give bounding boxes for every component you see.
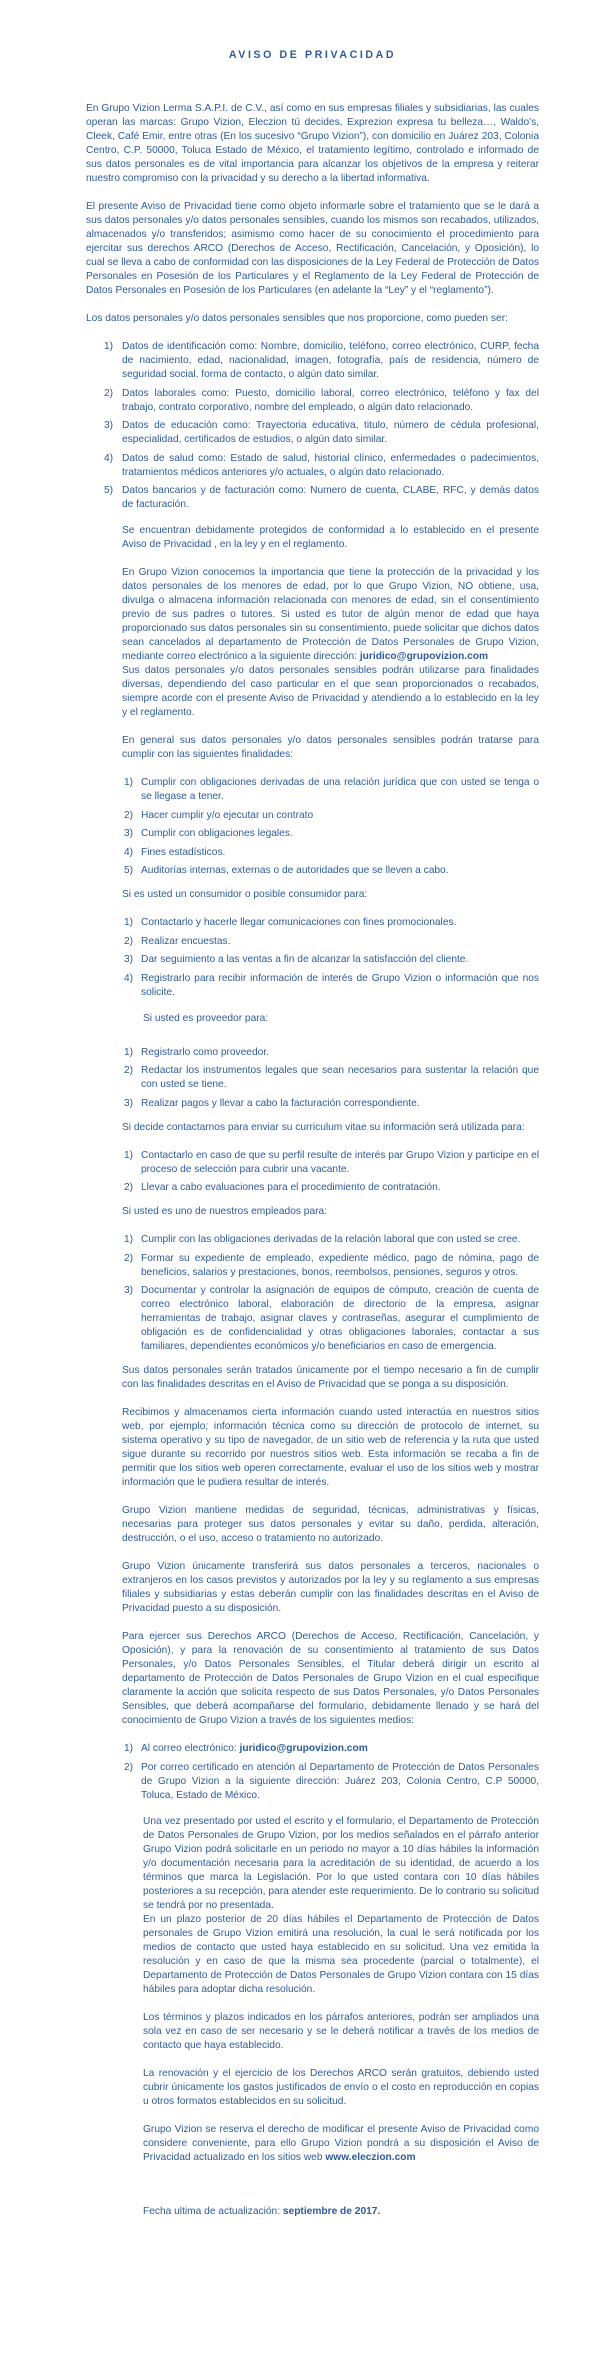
list-item-number: 5) xyxy=(104,485,114,496)
para-security-measures: Grupo Vizion mantiene medidas de seguridad, técnicas, administrativas y físicas, necesarias para proteger sus datos personales y evitar su daño, perdida, alteración, destrucción, o el uso, acceso o tratamiento no autorizado. xyxy=(122,1505,539,1544)
para-protected: Se encuentran debidamente protegidos de conformidad a lo establecido en el presente Aviso de Privacidad , en la ley y en el reglamento. xyxy=(122,525,539,550)
list-item xyxy=(124,935,539,949)
list-item-text: Realizar encuestas. xyxy=(141,935,231,947)
list-item xyxy=(124,1233,539,1247)
list-item-number: 1) xyxy=(104,341,114,352)
list-item-number: 4) xyxy=(124,846,134,858)
purposes-list xyxy=(124,776,539,878)
list-item-number: 1) xyxy=(124,917,134,928)
list-item xyxy=(124,827,539,841)
list-item-number: 1) xyxy=(124,1743,134,1754)
heading-employees: Si usted es uno de nuestros empleados para: xyxy=(122,1206,328,1217)
list-item-text: Redactar los instrumentos legales que sean necesarios para sustentar la relación que con usted se tiene. xyxy=(141,1065,539,1090)
list-item-number: 3) xyxy=(124,1097,134,1109)
para-diverse-purposes: Sus datos personales y/o datos personales sensibles podrán utilizarse para finalidades diversas, dependiendo del caso particular en el que sean proporcionados o recabados, siempre acorde con el presente Aviso de Privacidad y atendiendo a lo establecido en la ley y el reglamento. xyxy=(122,665,539,718)
para-notice-modification: Grupo Vizion se reserva el derecho de modificar el presente Aviso de Privacidad como considere conveniente, para ello Grupo Vizion pondrá a su disposición el Aviso de Privacidad actualizado en los sitios web www.eleczion.com xyxy=(143,2123,539,2163)
list-item xyxy=(124,809,539,823)
list-item-text: Datos de salud como: Estado de salud, historial clínico, enfermedades o padecimientos, tratamientos médicos anteriores y/o actuales, o algún dato relacionado. xyxy=(122,452,539,478)
list-item-text: Dar seguimiento a las ventas a fin de alcanzar la satisfacción del cliente. xyxy=(141,954,469,965)
list-item-number: 1) xyxy=(124,1149,134,1161)
list-item-number: 2) xyxy=(124,1182,134,1193)
heading-curriculum: Si decide contactarnos para enviar su curriculum vitae su información será utilizada para: xyxy=(122,1121,525,1133)
list-item xyxy=(124,1284,539,1354)
list-item xyxy=(124,1046,539,1060)
list-item xyxy=(124,776,539,804)
list-item xyxy=(124,972,539,1000)
list-item-text: Fines estadísticos. xyxy=(141,846,226,858)
list-item xyxy=(124,1181,539,1195)
list-item-text: Cumplir con obligaciones legales. xyxy=(141,828,293,839)
list-item-text: Cumplir con obligaciones derivadas de una relación jurídica que con usted se tenga o se llegase a tener. xyxy=(141,777,539,802)
list-item-text: Datos bancarios y de facturación como: Numero de cuenta, CLABE, RFC, y demás datos de facturación. xyxy=(122,485,539,510)
list-item-number: 4) xyxy=(104,452,114,464)
list-item-text: Datos de educación como: Trayectoria educativa, titulo, número de cédula profesional, especialidad, certificados de estudios, o algún dato similar. xyxy=(122,420,539,445)
list-item xyxy=(124,846,539,860)
list-item xyxy=(124,916,539,930)
para-procedure-2: En un plazo posterior de 20 días hábiles el Departamento de Protección de Datos personales de Grupo Vizion emitirá una resolución, la cual le será notificada por los medios de contacto que usted haya establecido en su solicitud. Una vez emitida la resolución y en caso de que la misma sea procedente (parcial o totalmente), el Departamento de Protección de Datos Personales de Grupo Vizion contara con 15 días hábiles para adoptar dicha resolución. xyxy=(143,1913,539,1995)
list-item-text: Contactarlo y hacerle llegar comunicaciones con fines promocionales. xyxy=(141,917,457,928)
list-item xyxy=(104,387,539,415)
data-types-list xyxy=(104,340,539,512)
list-item xyxy=(124,1149,539,1177)
para-website-data: Recibimos y almacenamos cierta información cuando usted interactúa en nuestros sitios web, por ejemplo; información técnica como su dirección de protocolo de internet, su sistema operativo y su tipo de navegador, de un sitio web de referencia y la ruta que usted sigue durante su recorrido por nuestros sitios web. Esta información se recaba a fin de permitir que los sitios web operen correctamente, evaluar el uso de los sitios web y mostrar información que le pudiera resultar de interés. xyxy=(122,1407,539,1488)
list-item-text: Registrarlo como proveedor. xyxy=(141,1046,269,1058)
list-item-text: Registrarlo para recibir información de interés de Grupo Vizion o información que nos solicite. xyxy=(141,972,539,998)
list-item-number: 2) xyxy=(104,387,114,399)
para-notice-purpose: El presente Aviso de Privacidad tiene como objeto informarle sobre el tratamiento que se le dará a sus datos personales y/o datos personales sensibles, cuando los mismos son recabados, utilizados, almacenados y/o transferidos; asimismo como hacer de su conocimiento el procedimiento para ejercitar sus derechos ARCO (Derechos de Acceso, Rectificación, Cancelación, y Oposición), lo cual se lleva a cabo de conformidad con las disposiciones de la Ley Federal de Protección de Datos Personales en Posesión de los Particulares y el Reglamento de la Ley Federal de Protección de Datos Personales en Posesión de los Particulares (en adelante la “Ley” y el “reglamento”). xyxy=(86,201,539,296)
list-item xyxy=(124,864,539,878)
list-item-number: 2) xyxy=(124,809,134,821)
list-item-number: 1) xyxy=(124,1234,134,1245)
para-company-intro: En Grupo Vizion Lerma S.A.P.I. de C.V., así como en sus empresas filiales y subsidiarias, las cuales operan las marcas: Grupo Vizion, Eleczion tú decides, Exprezion expresa tu belleza…, Waldo's, Cleek, Café Emir, entre otras (En los sucesivo “Grupo Vizion”), con domicilio en Juárez 203, Colonia Centro, C.P. 50000, Toluca Estado de México, el tratamiento legítimo, controlado e informado de sus datos personales es de vital importancia para alcanzar los objetivos de la empresa y reiterar nuestro compromiso con la privacidad y su derecho a la libertad informativa. xyxy=(86,103,539,184)
para-free-of-charge: La renovación y el ejercicio de los Derechos ARCO serán gratuitos, debiendo usted cubrir únicamente los gastos justificados de envío o el costo en reproducción en copias u otros formatos establecidos en su solicitud. xyxy=(143,2067,539,2107)
list-item-number: 5) xyxy=(124,865,134,876)
list-item-text: Datos laborales como: Puesto, domicilio laboral, correo electrónico, teléfono y fax del trabajo, contrato corporativo, nombre del empleado, o algún dato relacionado. xyxy=(122,387,539,413)
list-item xyxy=(124,1761,539,1803)
list-item xyxy=(104,419,539,447)
list-item-text: Formar su expediente de empleado, expediente médico, pago de nómina, pago de beneficios, salarios y prestaciones, bonos, reembolsos, pensiones, seguros y otros. xyxy=(141,1252,539,1278)
para-minors: En Grupo Vizion conocemos la importancia que tiene la protección de la privacidad y los datos personales de los menores de edad, por lo que Grupo Vizion, NO obtiene, usa, divulga o almacena información relacionada con menores de edad, sin el consentimiento previo de sus padres o tutores. Si usted es tutor de algún menor de edad que haya proporcionado sus datos personales sin su consentimiento, puede solicitar que dichos datos sean cancelados al departamento de Protección de Datos Personales de Grupo Vizion, mediante correo electrónico a la siguiente dirección: juridico@grupovizion.com xyxy=(122,567,539,662)
heading-consumer: Si es usted un consumidor o posible consumidor para: xyxy=(122,889,368,900)
list-item-number: 4) xyxy=(124,972,134,984)
list-item-number: 3) xyxy=(124,954,134,965)
para-arco-intro: Para ejercer sus Derechos ARCO (Derechos de Acceso, Rectificación, Cancelación, y Oposición), y para la renovación de su consentimiento al tratamiento de sus Datos Personales, y/o Datos Personales Sensibles, el Titular deberá dirigir un escrito al departamento de Protección de Datos Personales de Grupo Vizion en el cual especifique claramente la acción que solicita respecto de sus Datos Personales, y/o Datos Personales Sensibles, que deberá acompañarse del formulario, debidamente llenado y se hará del conocimiento de Grupo Vizion a través de los siguientes medios: xyxy=(122,1631,539,1726)
list-item xyxy=(124,1064,539,1092)
para-data-transfer: Grupo Vizion únicamente transferirá sus datos personales a terceros, nacionales o extranjeros en los casos previstos y autorizados por la ley y su reglamento a sus empresas filiales y subsidiarias y estas deberán cumplir con las finalidades descritas en el Aviso de Privacidad puesto a su disposición. xyxy=(122,1561,539,1614)
consumer-list xyxy=(124,916,539,1000)
para-procedure-1: Una vez presentado por usted el escrito y el formulario, el Departamento de Protección de Datos Personales de Grupo Vizion, por los medios señalados en el párrafo anterior Grupo Vizion podrá solicitarle en un periodo no mayor a 10 días hábiles la información y/o documentación necesaria para la acreditación de su identidad, de acuerdo a los términos que marca la Legislación. Por lo que usted contara con 10 días hábiles posteriores a su recepción, para atender este requerimiento. De lo contrario su solicitud se tendrá por no presentada. xyxy=(143,1815,539,1911)
list-item-text: Cumplir con las obligaciones derivadas de la relación laboral que con usted se cree. xyxy=(141,1234,521,1245)
list-item-number: 2) xyxy=(124,1252,134,1264)
list-item-number: 1) xyxy=(124,777,134,788)
list-item-number: 2) xyxy=(124,1065,134,1076)
list-item-number: 3) xyxy=(124,828,134,839)
page-title: AVISO DE PRIVACIDAD xyxy=(228,49,397,61)
last-update-date: Fecha ultima de actualización: septiembre de 2017. xyxy=(143,2205,381,2217)
list-item-text: Documentar y controlar la asignación de equipos de cómputo, creación de cuenta de correo electrónico laboral, elaboración de directorio de la empresa, asignar herramientas de trabajo, asignar claves y contraseñas, asegurar el cumplimiento de obligación es de confidencialidad y otras obligaciones laborales, contactar a sus familiares, dependientes económicos y/o beneficiarios en caso de emergencia. xyxy=(141,1285,539,1352)
list-item xyxy=(124,1252,539,1280)
list-item-text: Contactarlo en caso de que su perfil resulte de interés par Grupo Vizion y participe en el proceso de selección para cubrir una vacante. xyxy=(141,1149,539,1175)
list-item-text: Al correo electrónico: juridico@grupovizion.com xyxy=(141,1743,368,1754)
list-item-text: Llevar a cabo evaluaciones para el procedimiento de contratación. xyxy=(141,1182,441,1193)
list-item-text: Realizar pagos y llevar a cabo la facturación correspondiente. xyxy=(141,1097,420,1109)
para-data-types-intro: Los datos personales y/o datos personales sensibles que nos proporcione, como pueden ser: xyxy=(86,313,508,324)
para-retention-time: Sus datos personales serán tratados únicamente por el tiempo necesario a fin de cumplir con las finalidades descritas en el Aviso de Privacidad que se ponga a su disposición. xyxy=(122,1365,539,1390)
list-item-text: Datos de identificación como: Nombre, domicilio, teléfono, correo electrónico, CURP, fecha de nacimiento, edad, nacionalidad, imagen, fotografía, país de residencia, número de seguridad social, forma de contacto, o algún dato similar. xyxy=(122,341,539,380)
para-general-purposes: En general sus datos personales y/o datos personales sensibles podrán tratarse para cumplir con las siguientes finalidades: xyxy=(122,735,539,760)
curriculum-list xyxy=(124,1149,539,1196)
list-item xyxy=(104,452,539,480)
heading-supplier: Si usted es proveedor para: xyxy=(143,1012,269,1024)
list-item xyxy=(124,1742,539,1756)
employees-list xyxy=(124,1233,539,1354)
list-item xyxy=(104,484,539,512)
supplier-list xyxy=(124,1046,539,1111)
list-item xyxy=(124,1097,539,1111)
list-item xyxy=(124,953,539,967)
list-item-text: Auditorías internas, externas o de autoridades que se lleven a cabo. xyxy=(141,865,449,876)
list-item-number: 1) xyxy=(124,1046,134,1058)
list-item-text: Hacer cumplir y/o ejecutar un contrato xyxy=(141,809,314,821)
list-item-text: Por correo certificado en atención al Departamento de Protección de Datos Personales de Grupo Vizion a la siguiente dirección: Juárez 203, Colonia Centro, C.P 50000, Toluca, Estado de México. xyxy=(141,1761,539,1801)
para-terms-extension: Los términos y plazos indicados en los párrafos anteriores, podrán ser ampliados una sola vez en caso de ser necesario y se le deberá notificar a través de los medios de contacto que haya establecido. xyxy=(143,2011,539,2051)
list-item-number: 2) xyxy=(124,935,134,947)
list-item-number: 2) xyxy=(124,1761,134,1773)
list-item-number: 3) xyxy=(124,1285,134,1296)
arco-channels-list xyxy=(124,1742,539,1803)
list-item-number: 3) xyxy=(104,420,114,431)
list-item xyxy=(104,340,539,382)
